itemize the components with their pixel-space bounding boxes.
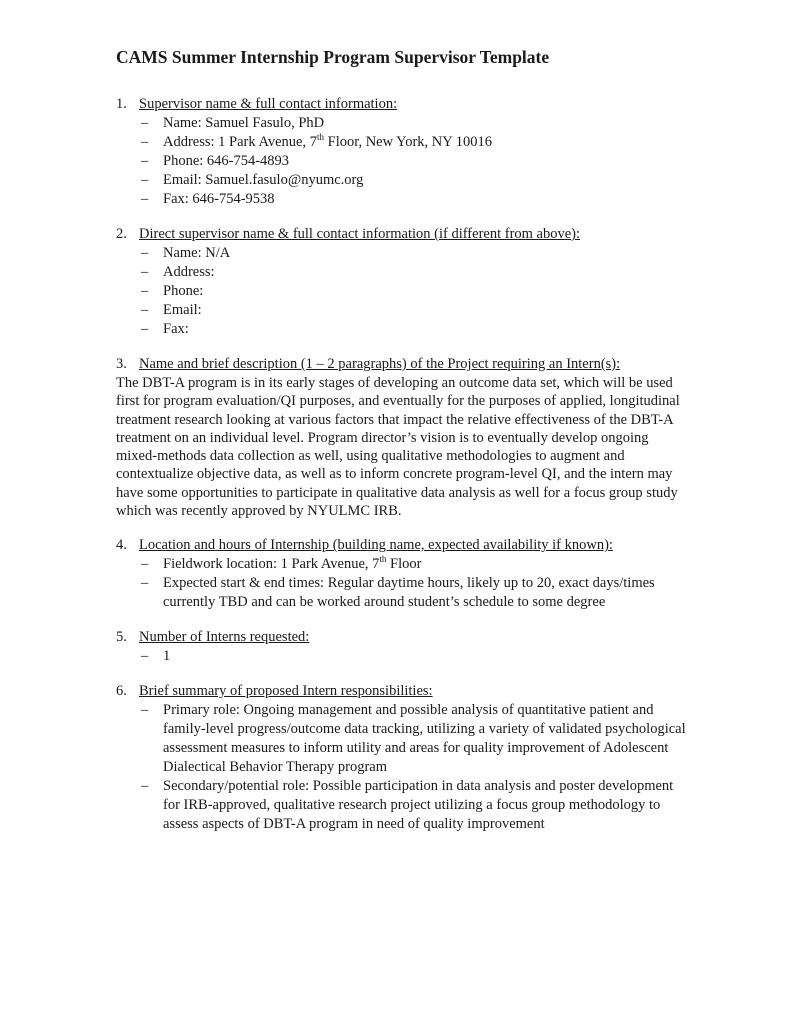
list-item-text: Name: N/A	[163, 245, 231, 261]
section-number: 4.	[116, 537, 127, 554]
dash-bullet: –	[141, 302, 149, 318]
section-number: 5.	[116, 629, 127, 646]
list-item	[116, 555, 686, 574]
section-heading	[116, 536, 686, 555]
section-label: Name and brief description (1 – 2 paragraphs) of the Project requiring an Intern(s):	[139, 356, 621, 372]
dash-bullet: –	[141, 134, 149, 150]
dash-bullet: –	[141, 264, 149, 280]
dash-bullet: –	[141, 172, 149, 188]
dash-bullet: –	[141, 153, 149, 169]
section-number: 3.	[116, 356, 127, 372]
list-item-text: Primary role: Ongoing management and possible analysis of quantitative patient and family-level progress/outcome data tracking, utilizing a variety of validated psychological assessment measures to inform utility and areas for quality improvement of Adolescent Dialectical Behavior Therapy program	[163, 702, 686, 776]
list-item	[116, 701, 686, 777]
list-item	[116, 114, 686, 133]
dash-bullet: –	[141, 556, 149, 573]
section-direct-supervisor	[116, 225, 686, 339]
project-description-paragraph: The DBT-A program is in its early stages of developing an outcome data set, which will be used first for program evaluation/QI purposes, and eventually for the purposes of applied, longitudinal treatment research looking at various factors that impact the relative effectiveness of the DBT-A treatment on an individual level. Program director’s vision is to eventually develop ongoing mixed-methods data collection as well, using qualitative methodologies to augment and contextualize objective data, as well as to inform concrete program-level QI, and the intern may have some opportunities to participate in qualitative data analysis as well for a focus group study which was recently approved by NYULMC IRB.	[116, 375, 680, 520]
interns-list	[116, 647, 686, 666]
list-item-text: Name: Samuel Fasulo, PhD	[163, 115, 325, 131]
list-item-text: Address:	[163, 264, 215, 280]
section-location-hours	[116, 536, 686, 612]
section-heading	[116, 355, 686, 374]
section-heading	[116, 95, 686, 114]
dash-bullet: –	[141, 321, 149, 337]
section-number-of-interns	[116, 628, 686, 666]
dash-bullet: –	[141, 245, 149, 261]
dash-bullet: –	[141, 778, 149, 795]
section-responsibilities	[116, 682, 686, 834]
list-item-text: Expected start & end times: Regular daytime hours, likely up to 20, exact days/times currently TBD and can be worked around student’s schedule to some degree	[163, 575, 655, 611]
list-item	[116, 282, 686, 301]
list-item-text: Floor, New York, NY 10016	[324, 134, 493, 150]
section-heading	[116, 628, 686, 647]
section-number: 6.	[116, 683, 127, 700]
list-item-text: 1	[163, 648, 171, 665]
list-item-text: Phone:	[163, 283, 204, 299]
list-item	[116, 190, 686, 209]
list-item	[116, 777, 686, 834]
section-label: Supervisor name & full contact information:	[139, 96, 398, 112]
list-item	[116, 647, 686, 666]
list-item-text: Fax:	[163, 321, 189, 337]
dash-bullet: –	[141, 191, 149, 207]
contact-list	[116, 114, 686, 209]
section-label: Direct supervisor name & full contact information (if different from above):	[139, 226, 581, 242]
document-page	[116, 46, 686, 850]
list-item	[116, 301, 686, 320]
list-item	[116, 574, 686, 612]
list-item	[116, 171, 686, 190]
list-item-text: Secondary/potential role: Possible participation in data analysis and poster development for IRB-approved, qualitative research project utilizing a focus group methodology to assess aspects of DBT-A program in need of quality improvement	[163, 778, 674, 833]
dash-bullet: –	[141, 648, 149, 665]
section-heading	[116, 682, 686, 701]
section-number: 2.	[116, 226, 127, 242]
list-item-text: Floor	[386, 556, 422, 573]
section-number: 1.	[116, 96, 127, 112]
list-item-text: Phone: 646-754-4893	[163, 153, 290, 169]
section-heading	[116, 225, 686, 244]
section-supervisor-contact	[116, 95, 686, 209]
document-title: CAMS Summer Internship Program Supervisor Template	[116, 47, 550, 67]
list-item	[116, 244, 686, 263]
list-item-text: Email: Samuel.fasulo@nyumc.org	[163, 172, 364, 188]
section-project-description	[116, 355, 686, 520]
location-list	[116, 555, 686, 612]
dash-bullet: –	[141, 283, 149, 299]
section-label: Brief summary of proposed Intern responsibilities:	[139, 683, 433, 700]
superscript: th	[379, 554, 387, 565]
superscript: th	[316, 132, 324, 143]
section-label: Location and hours of Internship (building name, expected availability if known):	[139, 537, 613, 554]
section-label: Number of Interns requested:	[139, 629, 310, 646]
list-item-text: Fieldwork location: 1 Park Avenue, 7	[163, 556, 380, 573]
list-item	[116, 152, 686, 171]
list-item-text: Email:	[163, 302, 202, 318]
dash-bullet: –	[141, 115, 149, 131]
list-item-text: Address: 1 Park Avenue, 7	[163, 134, 317, 150]
dash-bullet: –	[141, 575, 149, 592]
responsibilities-list	[116, 701, 686, 834]
list-item-text: Fax: 646-754-9538	[163, 191, 275, 207]
list-item	[116, 320, 686, 339]
contact-list	[116, 244, 686, 339]
dash-bullet: –	[141, 702, 149, 719]
list-item	[116, 133, 686, 152]
list-item	[116, 263, 686, 282]
